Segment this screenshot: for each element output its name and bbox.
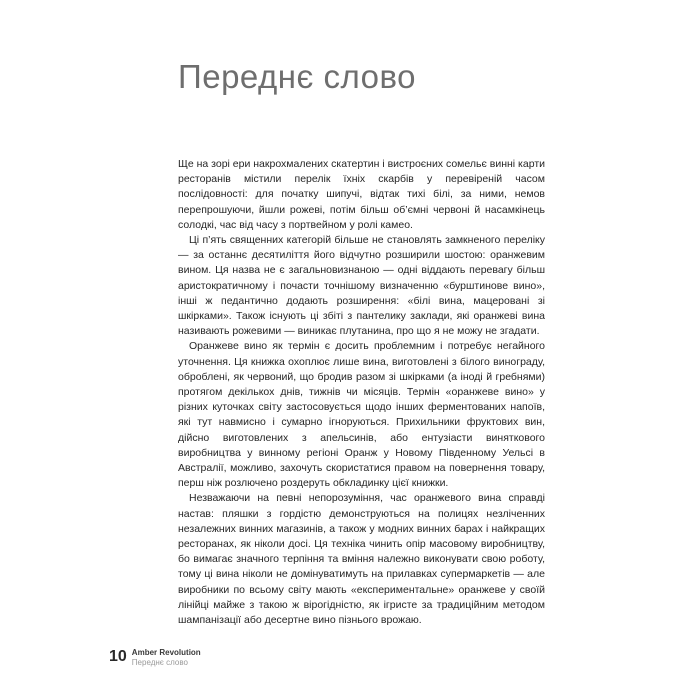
paragraph-1: Ще на зорі ери накрохмалених скатертин і вистроєних сомельє винні карти ресторанів містили перелік їхніх скарбів у перевіреній часом послідовності: для початку шипучі, відтак тихі білі, за ними, немов перепрошуючи, йшли рожеві, потім більш об’ємні червоні й насамкінець солодкі, час від часу з портвейном у ролі камео. [178,158,546,231]
page-number: 10 [109,648,127,665]
running-footer [132,648,201,668]
page-footer [109,648,201,668]
paragraph-2: Ці п’ять священних категорій більше не становлять замкненого переліку — за останнє десятиліття його відчутно розширили шостою: оранжевим вином. Ця назва не є загальновизнаною — одні віддають перевагу більш аристократичному і почасти точнішому визначенню «бурштинове вино», інші ж педантично додають розширення: «білі вина, мацеровані зі шкірками». Також існують ці збіті з пантелику заклади, які оранжеві вина називають рожевими — виникає плутанина, про що я не можу не згадати. [178,234,545,338]
paragraph-4: Незважаючи на певні непорозуміння, час оранжевого вина справді настав: пляшки з гордістю демонструються на полицях незліченних незалежних винних магазинів, а також у модних винних барах і найкращих ресторанах, як ніколи досі. Ця техніка чинить опір масовому виробництву, бо вимагає значного терпіння та вміння належно виконувати свою роботу, тому ці вина ніколи не домінуватимуть на прилавках супермаркетів — але виробники по всьому світу мають «експериментальне» оранжеве у своїй лінійці майже з такою ж вірогідністю, як ігристе за традиційним методом шампанізації або десертне вино пізнього врожаю. [178,492,545,627]
chapter-title: Переднє слово [178,58,417,95]
section-title: Переднє слово [131,658,188,667]
body-text [178,157,545,628]
book-title: Amber Revolution [131,648,201,657]
paragraph-3: Оранжеве вино як термін є досить проблемним і потребує негайного уточнення. Ця книжка охоплює лише вина, виготовлені з білого винограду, оброблені, як червоний, що бродив разом зі шкірками (а іноді й гребнями) протягом декількох днів, тижнів чи місяців. Термін «оранжеве вино» у різних куточках світу застосовується щодо інших ферментованих напоїв, які тут навмисно і сумарно ігноруються. Прихильники фруктових вин, дійсно виготовлених з апельсинів, або ентузіасти виняткового виробництва у винному регіоні Оранж у Новому Південному Уельсі в Австралії, можливо, захочуть скористатися правом на повернення товару, перш ніж розлючено роздеруть обкладинку цієї книжки. [178,340,545,490]
